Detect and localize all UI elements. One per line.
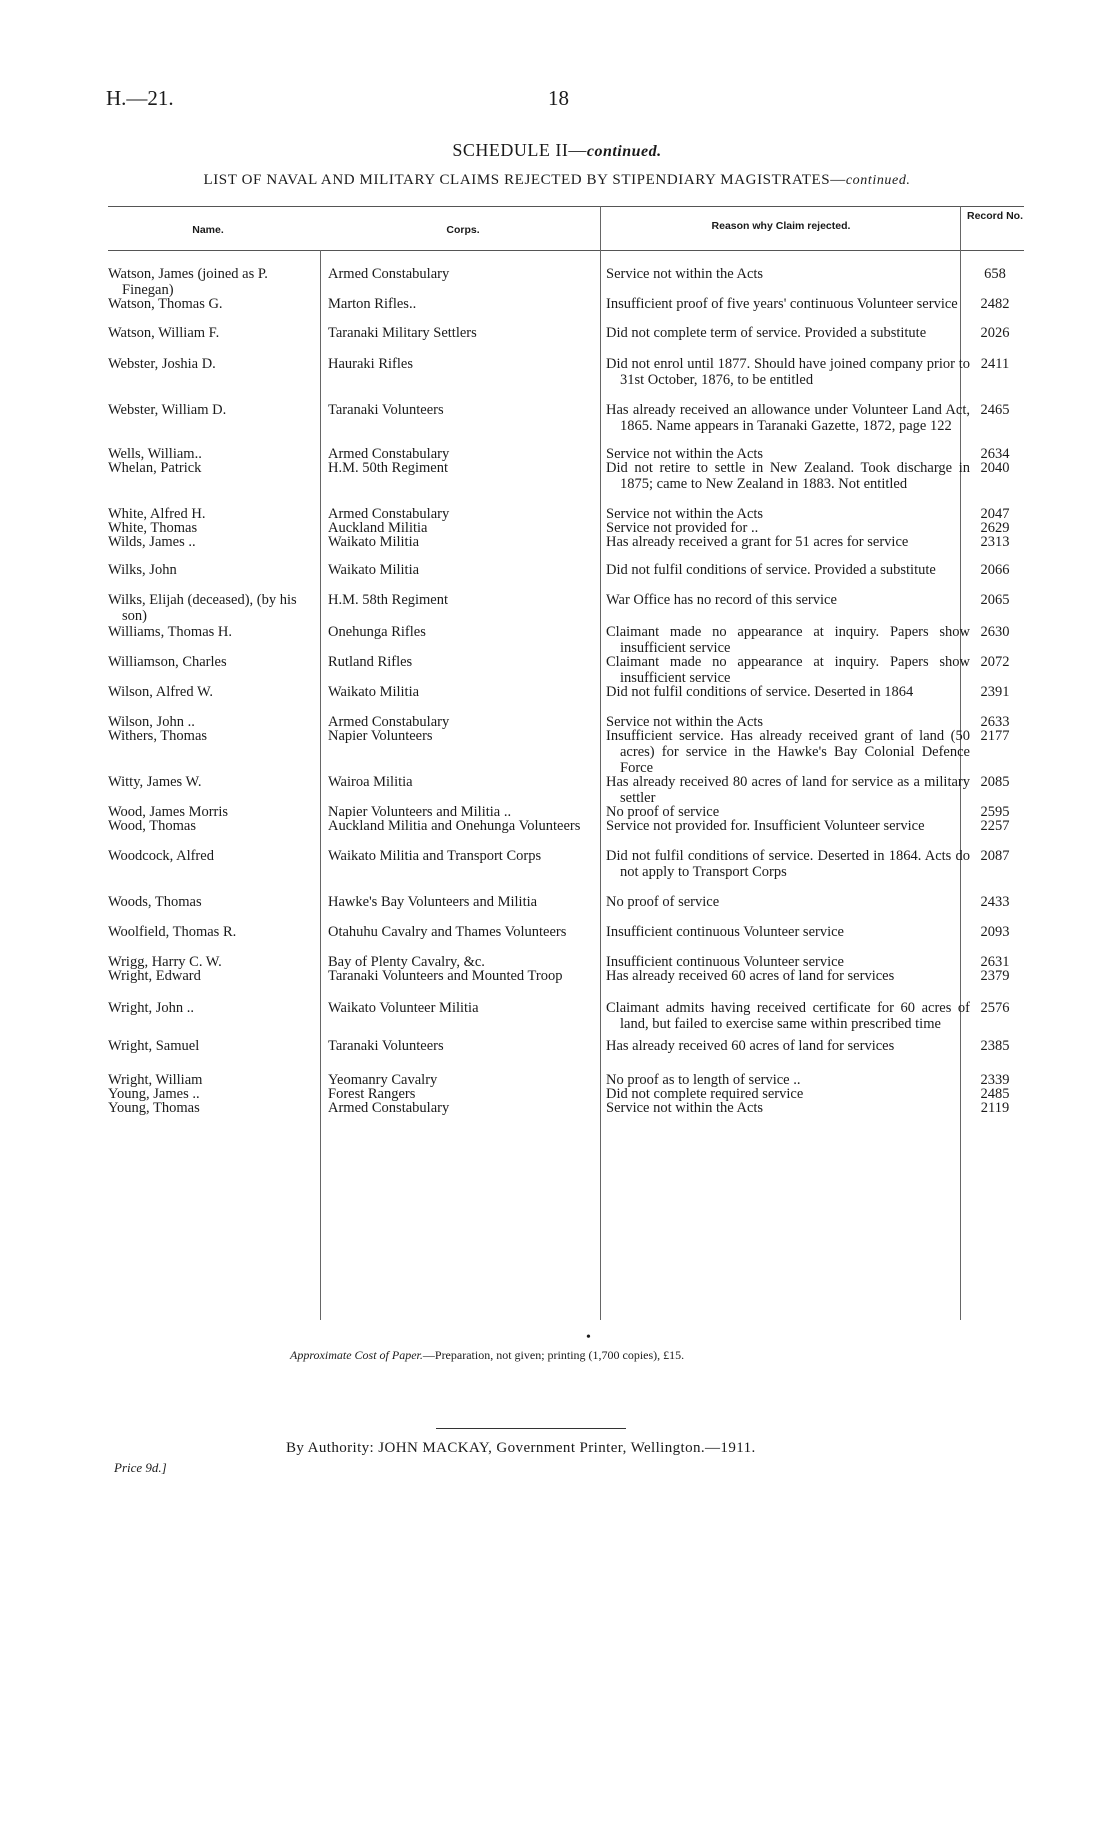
corps-cell: Hauraki Rifles (328, 356, 413, 372)
reason-cell: Service not within the Acts (606, 714, 764, 730)
column-header-name: Name. (192, 224, 224, 236)
record-number-cell: 2119 (980, 1100, 1010, 1116)
claimant-name-cell: Whelan, Patrick (108, 460, 202, 476)
record-number-cell: 2482 (980, 296, 1010, 312)
schedule-title-continued: continued. (586, 143, 662, 160)
record-number-cell: 2379 (980, 968, 1010, 984)
record-number-cell: 2257 (980, 818, 1010, 834)
cost-label: Approximate Cost of Paper. (290, 1348, 423, 1362)
corps-cell: Waikato Militia (328, 534, 420, 550)
claimant-name-cell: Williamson, Charles (108, 654, 227, 670)
column-header-record: Record No. (966, 210, 1023, 222)
column-header-reason: Reason why Claim rejected. (711, 220, 851, 232)
list-title (0, 172, 1114, 189)
document-reference: H.—21. (106, 86, 174, 110)
table-top-rule (108, 206, 1024, 207)
corps-cell: Onehunga Rifles (328, 624, 426, 640)
reason-cell: Claimant made no appearance at inquiry. Papers show insufficient service (606, 654, 970, 686)
record-number-cell: 2087 (980, 848, 1010, 864)
price: Price 9d.] (114, 1460, 167, 1475)
record-number-cell: 2485 (980, 1086, 1010, 1102)
corps-cell: Forest Rangers (328, 1086, 416, 1102)
reason-cell: Has already received an allowance under Volunteer Land Act, 1865. Name appears in Taranaki Gazette, 1872, page 122 (606, 402, 970, 434)
corps-cell: Napier Volunteers (328, 728, 433, 744)
claimant-name-cell: Young, Thomas (108, 1100, 200, 1116)
corps-cell: Marton Rifles.. (328, 296, 417, 312)
record-number-cell: 2072 (980, 654, 1010, 670)
corps-cell: Auckland Militia (328, 520, 428, 536)
reason-cell: Did not enrol until 1877. Should have joined company prior to 31st October, 1876, to be entitled (606, 356, 970, 388)
corps-cell: Bay of Plenty Cavalry, &c. (328, 954, 485, 970)
claimant-name-cell: Wood, Thomas (108, 818, 196, 834)
record-number-cell: 2631 (980, 954, 1010, 970)
corps-cell: Waikato Militia and Transport Corps (328, 848, 542, 864)
claimant-name-cell: Wright, William (108, 1072, 203, 1088)
schedule-title-main: SCHEDULE II— (452, 140, 587, 160)
claimant-name-cell: Wilds, James .. (108, 534, 196, 550)
record-number-cell: 2026 (980, 325, 1010, 341)
claimant-name-cell: Wright, Edward (108, 968, 201, 984)
corps-cell: Waikato Militia (328, 562, 420, 578)
reason-cell: Did not fulfil conditions of service. Deserted in 1864 (606, 684, 914, 700)
record-number-cell: 2634 (980, 446, 1010, 462)
claimant-name-cell: Wright, John .. (108, 1000, 195, 1016)
reason-cell: Has already received 80 acres of land for service as a military settler (606, 774, 970, 806)
corps-cell: Armed Constabulary (328, 266, 450, 282)
reason-cell: No proof of service (606, 804, 720, 820)
claimant-name-cell: Wood, James Morris (108, 804, 229, 820)
claimant-name-cell: Wilson, Alfred W. (108, 684, 213, 700)
claimant-name-cell: Watson, William F. (108, 325, 220, 341)
record-number-cell: 2065 (980, 592, 1010, 608)
claimant-name-cell: Watson, Thomas G. (108, 296, 223, 312)
reason-cell: Claimant admits having received certificate for 60 acres of land, but failed to exercise same within prescribed time (606, 1000, 970, 1032)
corps-cell: Waikato Volunteer Militia (328, 1000, 479, 1016)
corps-cell: Yeomanry Cavalry (328, 1072, 438, 1088)
reason-cell: Did not fulfil conditions of service. Provided a substitute (606, 562, 936, 578)
record-number-cell: 2385 (980, 1038, 1010, 1054)
claimant-name-cell: Wright, Samuel (108, 1038, 200, 1054)
reason-cell: Insufficient proof of five years' continuous Volunteer service (606, 296, 958, 312)
reason-cell: Has already received a grant for 51 acres for service (606, 534, 909, 550)
claimant-name-cell: White, Thomas (108, 520, 198, 536)
record-number-cell: 2629 (980, 520, 1010, 536)
record-number-cell: 2630 (980, 624, 1010, 640)
claimant-name-cell: Watson, James (joined as P. Finegan) (108, 266, 268, 298)
claimant-name-cell: Webster, William D. (108, 402, 227, 418)
reason-cell: Has already received 60 acres of land for services (606, 1038, 895, 1054)
record-number-cell: 658 (984, 266, 1006, 282)
corps-cell: Waikato Militia (328, 684, 420, 700)
record-number-cell: 2093 (980, 924, 1010, 940)
record-number-cell: 2085 (980, 774, 1010, 790)
authority-rule (436, 1428, 626, 1429)
cost-text: —Preparation, not given; printing (1,700 copies), £15. (422, 1348, 685, 1362)
claimant-name-cell: Wilks, Elijah (deceased), (by his son) (108, 592, 297, 624)
claimant-name-cell: Woolfield, Thomas R. (108, 924, 237, 940)
record-number-cell: 2313 (980, 534, 1010, 550)
corps-cell: H.M. 50th Regiment (328, 460, 449, 476)
reason-cell: Service not provided for. Insufficient Volunteer service (606, 818, 925, 834)
reason-cell: Insufficient continuous Volunteer service (606, 924, 844, 940)
claimant-name-cell: Woodcock, Alfred (108, 848, 214, 864)
reason-cell: Service not provided for .. (606, 520, 759, 536)
reason-cell: No proof as to length of service .. (606, 1072, 801, 1088)
record-number-cell: 2339 (980, 1072, 1010, 1088)
claimant-name-cell: White, Alfred H. (108, 506, 206, 522)
corps-cell: Hawke's Bay Volunteers and Militia (328, 894, 538, 910)
reason-cell: Did not complete term of service. Provided a substitute (606, 325, 927, 341)
reason-cell: Claimant made no appearance at inquiry. Papers show insufficient service (606, 624, 970, 656)
corps-cell: Otahuhu Cavalry and Thames Volunteers (328, 924, 567, 940)
corps-cell: Armed Constabulary (328, 446, 450, 462)
column-divider (320, 250, 321, 1320)
reason-cell: Service not within the Acts (606, 446, 764, 462)
footer-dot: • (586, 1330, 591, 1345)
list-title-continued: continued. (845, 173, 911, 188)
printer-authority: By Authority: JOHN MACKAY, Government Printer, Wellington.—1911. (286, 1440, 756, 1456)
reason-cell: No proof of service (606, 894, 720, 910)
reason-cell: Service not within the Acts (606, 1100, 764, 1116)
list-title-main: LIST OF NAVAL AND MILITARY CLAIMS REJECTED BY STIPENDIARY MAGISTRATES— (203, 172, 846, 188)
record-number-cell: 2411 (980, 356, 1010, 372)
reason-cell: Did not retire to settle in New Zealand. Took discharge in 1875; came to New Zealand in 1883. Not entitled (606, 460, 970, 492)
claimant-name-cell: Williams, Thomas H. (108, 624, 233, 640)
claimant-name-cell: Wilson, John .. (108, 714, 195, 730)
record-number-cell: 2433 (980, 894, 1010, 910)
record-number-cell: 2595 (980, 804, 1010, 820)
claimant-name-cell: Withers, Thomas (108, 728, 208, 744)
record-number-cell: 2391 (980, 684, 1010, 700)
corps-cell: Taranaki Military Settlers (328, 325, 477, 341)
schedule-title (0, 140, 1114, 161)
column-divider (600, 206, 601, 1320)
table-header-rule (108, 250, 1024, 251)
column-header-corps: Corps. (446, 224, 480, 236)
record-number-cell: 2465 (980, 402, 1010, 418)
corps-cell: Auckland Militia and Onehunga Volunteers (328, 818, 581, 834)
claimant-name-cell: Woods, Thomas (108, 894, 202, 910)
reason-cell: Service not within the Acts (606, 506, 764, 522)
corps-cell: Wairoa Militia (328, 774, 413, 790)
claimant-name-cell: Young, James .. (108, 1086, 200, 1102)
reason-cell: Insufficient service. Has already received grant of land (50 acres) for service in the Hawke's Bay Colonial Defence Force (606, 728, 970, 776)
claimant-name-cell: Wells, William.. (108, 446, 202, 462)
corps-cell: Rutland Rifles (328, 654, 413, 670)
cost-note (290, 1348, 684, 1363)
record-number-cell: 2633 (980, 714, 1010, 730)
page-number: 18 (548, 86, 569, 110)
reason-cell: Did not fulfil conditions of service. Deserted in 1864. Acts do not apply to Transport Corps (606, 848, 970, 880)
record-number-cell: 2047 (980, 506, 1010, 522)
corps-cell: H.M. 58th Regiment (328, 592, 449, 608)
corps-cell: Taranaki Volunteers (328, 1038, 444, 1054)
corps-cell: Taranaki Volunteers and Mounted Troop (328, 968, 563, 984)
reason-cell: Service not within the Acts (606, 266, 764, 282)
reason-cell: Has already received 60 acres of land for services (606, 968, 895, 984)
corps-cell: Armed Constabulary (328, 1100, 450, 1116)
corps-cell: Armed Constabulary (328, 506, 450, 522)
reason-cell: War Office has no record of this service (606, 592, 837, 608)
reason-cell: Did not complete required service (606, 1086, 804, 1102)
record-number-cell: 2177 (980, 728, 1010, 744)
claimant-name-cell: Webster, Joshia D. (108, 356, 216, 372)
record-number-cell: 2066 (980, 562, 1010, 578)
reason-cell: Insufficient continuous Volunteer service (606, 954, 844, 970)
corps-cell: Armed Constabulary (328, 714, 450, 730)
claimant-name-cell: Witty, James W. (108, 774, 202, 790)
record-number-cell: 2040 (980, 460, 1010, 476)
record-number-cell: 2576 (980, 1000, 1010, 1016)
claimant-name-cell: Wrigg, Harry C. W. (108, 954, 222, 970)
claimant-name-cell: Wilks, John (108, 562, 177, 578)
corps-cell: Taranaki Volunteers (328, 402, 444, 418)
corps-cell: Napier Volunteers and Militia .. (328, 804, 512, 820)
